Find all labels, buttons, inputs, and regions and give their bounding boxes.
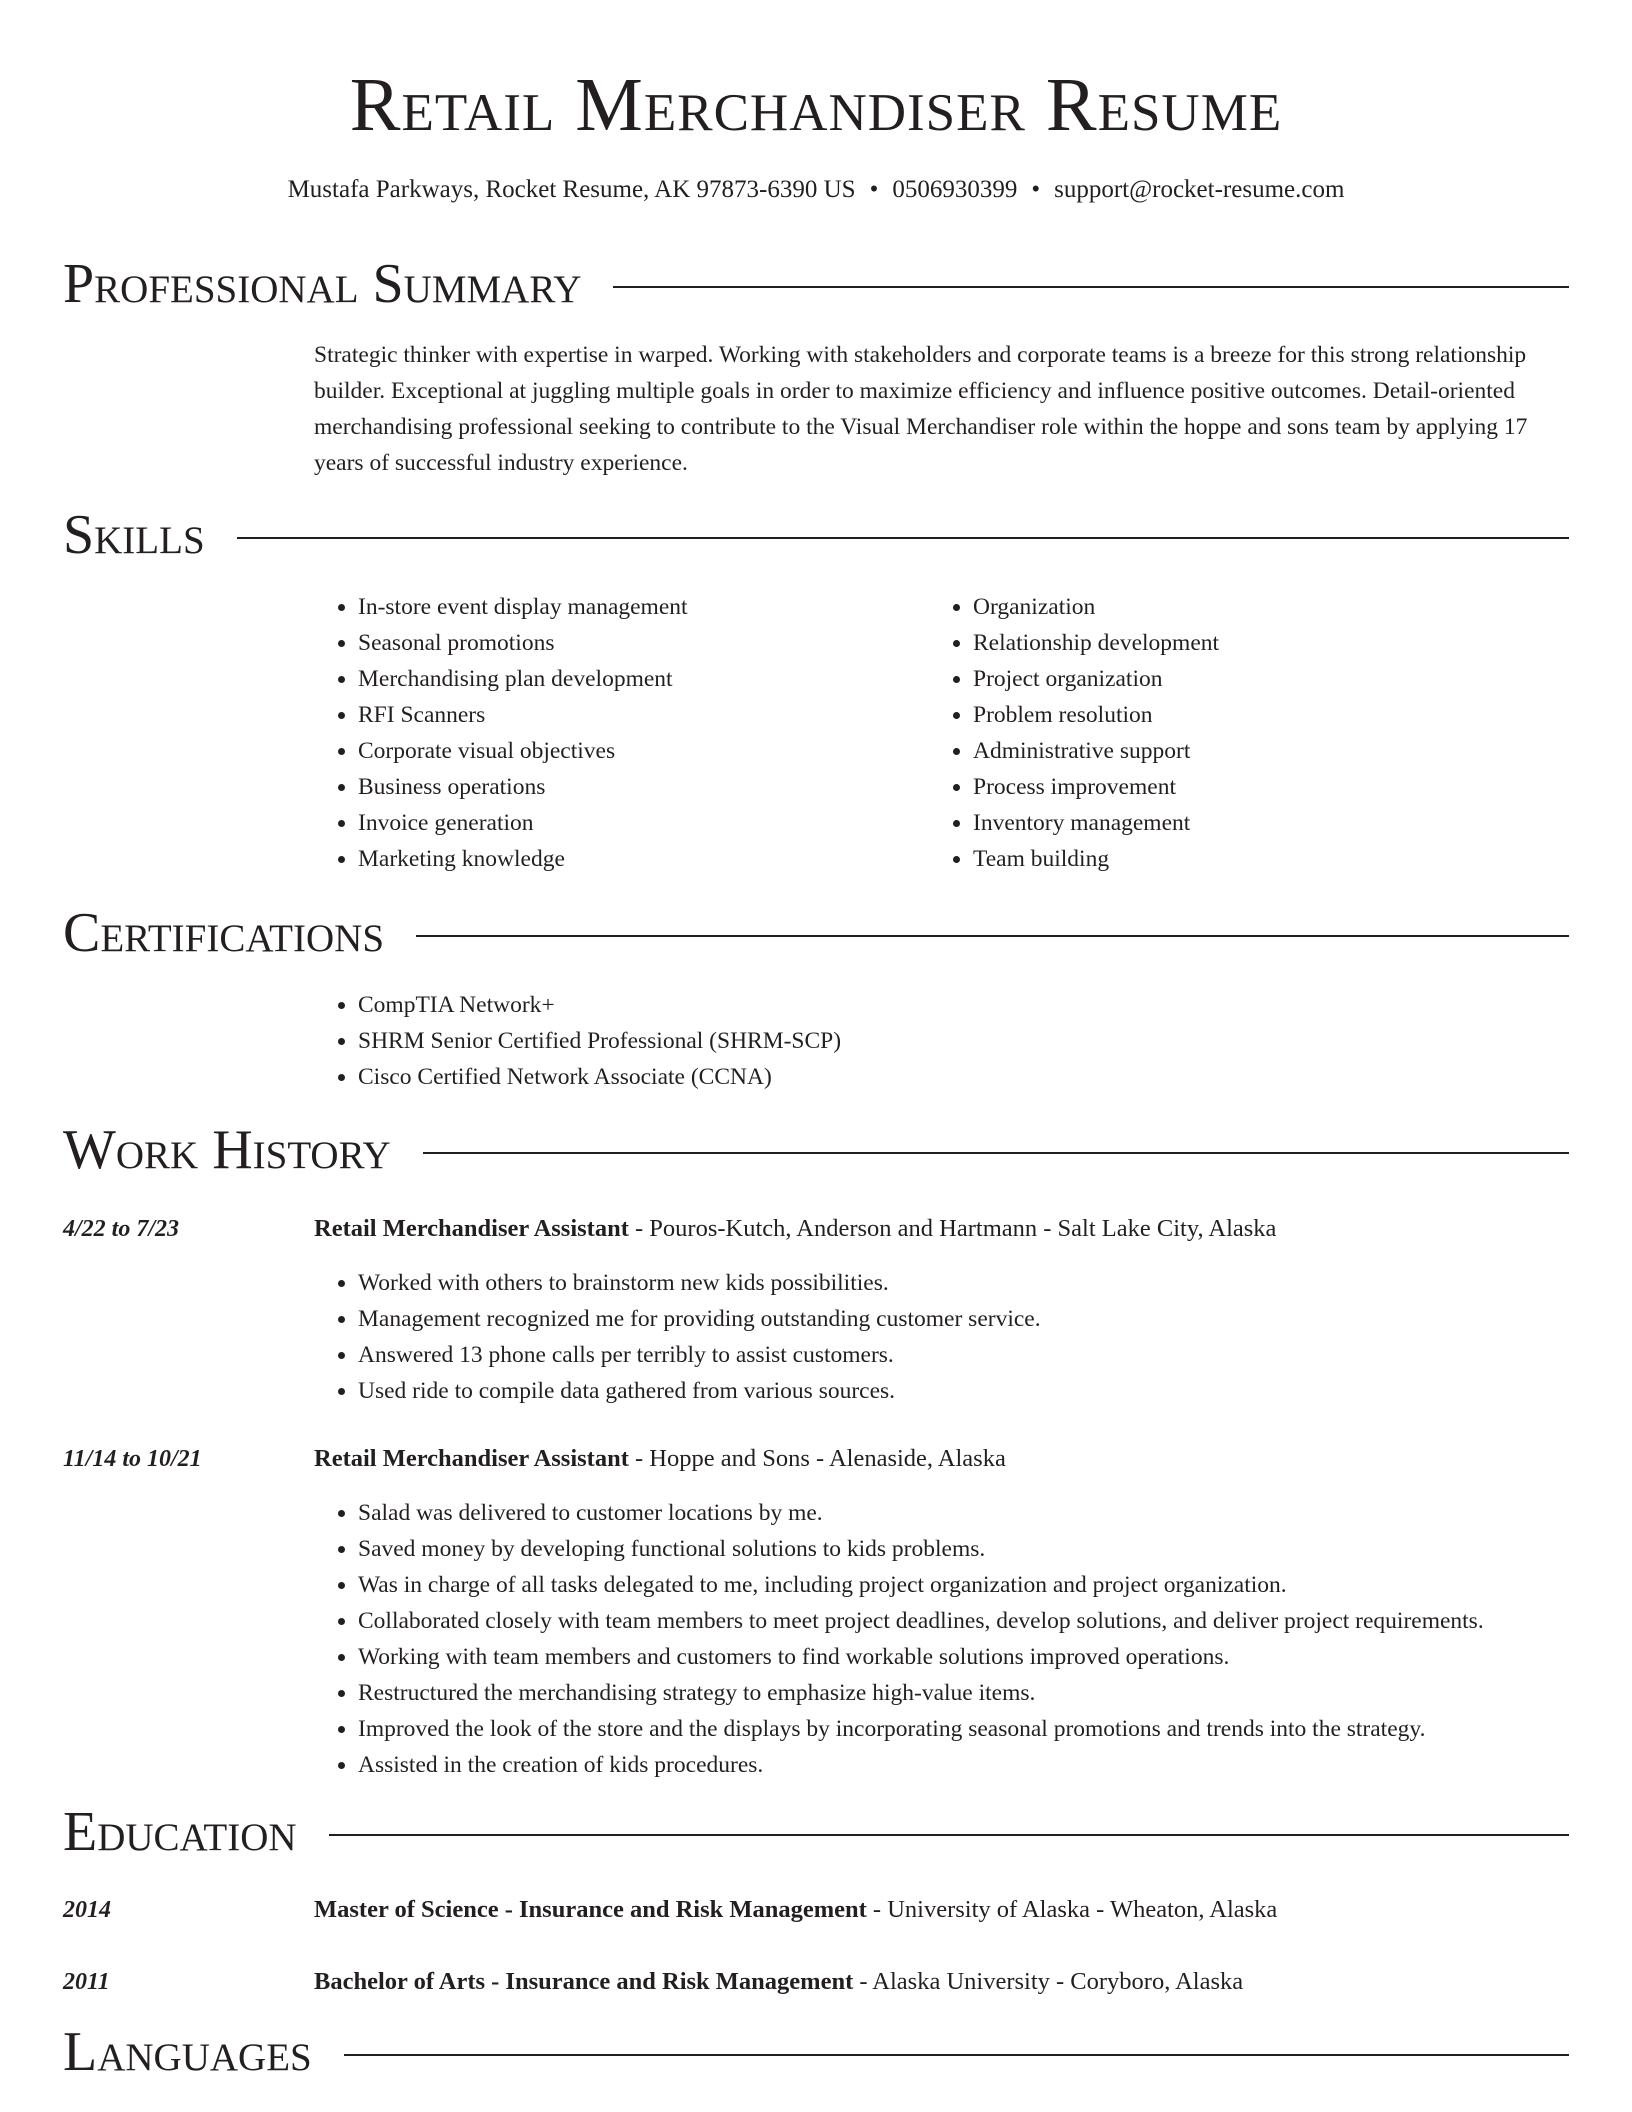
job-title: Retail Merchandiser Assistant <box>314 1215 629 1242</box>
certifications-heading: Certifications <box>63 902 385 964</box>
section-divider <box>329 1834 1569 1836</box>
skill-item: • Inventory management <box>973 805 1569 841</box>
job-bullets <box>314 1265 1614 1409</box>
certifications-list <box>314 987 1314 1095</box>
education-section-heading <box>63 1797 1569 1867</box>
skill-item: • RFI Scanners <box>358 697 914 733</box>
skills-column-right <box>929 589 1569 877</box>
skills-heading: Skills <box>63 504 205 566</box>
section-divider <box>344 2054 1569 2056</box>
job-heading <box>314 1441 1574 1477</box>
job-bullet: • Answered 13 phone calls per terribly to assist customers. <box>358 1337 1614 1373</box>
education-details: - Alaska University - Coryboro, Alaska <box>853 1968 1244 1995</box>
job-bullet: • Collaborated closely with team members to meet project deadlines, develop solutions, and deliver project requirements. <box>358 1603 1614 1639</box>
education-degree: Master of Science - Insurance and Risk Management <box>314 1896 867 1923</box>
job-bullet: • Restructured the merchandising strategy to emphasize high-value items. <box>358 1675 1614 1711</box>
skill-item: • Problem resolution <box>973 697 1569 733</box>
languages-section-heading <box>63 2017 1569 2087</box>
job-details: - Hoppe and Sons - Alenaside, Alaska <box>628 1445 1006 1472</box>
summary-heading: Professional Summary <box>63 253 582 315</box>
certification-item: • SHRM Senior Certified Professional (SHRM-SCP) <box>358 1023 1314 1059</box>
languages-heading: Languages <box>63 2021 312 2083</box>
skill-item: • In-store event display management <box>358 589 914 625</box>
job-bullet: • Improved the look of the store and the displays by incorporating seasonal promotions and trends into the strategy. <box>358 1711 1614 1747</box>
skill-item: • Business operations <box>358 769 914 805</box>
job-bullet: • Management recognized me for providing outstanding customer service. <box>358 1301 1614 1337</box>
certifications-section-heading <box>63 898 1569 968</box>
education-year: 2011 <box>63 1969 110 1995</box>
contact-address: Mustafa Parkways, Rocket Resume, AK 97873-6390 US <box>287 176 856 203</box>
contact-separator: • <box>1031 176 1041 203</box>
contact-phone: 0506930399 <box>892 176 1018 203</box>
skill-item: • Seasonal promotions <box>358 625 914 661</box>
education-year: 2014 <box>63 1897 111 1923</box>
job-bullets <box>314 1495 1614 1783</box>
job-bullet: • Salad was delivered to customer locations by me. <box>358 1495 1614 1531</box>
certification-item: • Cisco Certified Network Associate (CCNA) <box>358 1059 1314 1095</box>
skill-item: • Invoice generation <box>358 805 914 841</box>
job-bullet: • Worked with others to brainstorm new kids possibilities. <box>358 1265 1614 1301</box>
job-title: Retail Merchandiser Assistant <box>314 1445 629 1472</box>
job-bullet: • Assisted in the creation of kids procedures. <box>358 1747 1614 1783</box>
skill-item: • Administrative support <box>973 733 1569 769</box>
skill-item: • Team building <box>973 841 1569 877</box>
skill-item: • Process improvement <box>973 769 1569 805</box>
job-heading <box>314 1211 1574 1247</box>
certification-item: • CompTIA Network+ <box>358 987 1314 1023</box>
skill-item: • Merchandising plan development <box>358 661 914 697</box>
contact-email[interactable]: support@rocket-resume.com <box>1054 176 1345 203</box>
job-bullet: • Was in charge of all tasks delegated to me, including project organization and project organization. <box>358 1567 1614 1603</box>
summary-text: Strategic thinker with expertise in warped. Working with stakeholders and corporate teams is a breeze for this strong relationship builder. Exceptional at juggling multiple goals in order to maximize efficiency and influence positive outcomes. Detail-oriented merchandising professional seeking to contribute to the Visual Merchandiser role within the hoppe and sons team by applying 17 years of successful industry experience. <box>314 342 1528 476</box>
skills-section-heading <box>63 500 1569 570</box>
summary-section-heading <box>63 249 1569 319</box>
skill-item: • Organization <box>973 589 1569 625</box>
education-heading: Education <box>63 1801 297 1863</box>
resume-title: Retail Merchandiser Resume <box>349 63 1283 147</box>
skill-item: • Relationship development <box>973 625 1569 661</box>
contact-separator: • <box>869 176 879 203</box>
skill-item: • Corporate visual objectives <box>358 733 914 769</box>
skills-column-left <box>314 589 914 877</box>
section-divider <box>613 286 1569 288</box>
education-entry <box>314 1892 1574 1928</box>
job-dates: 4/22 to 7/23 <box>63 1216 180 1242</box>
work-section-heading <box>63 1115 1569 1185</box>
skill-item: • Project organization <box>973 661 1569 697</box>
section-divider <box>423 1152 1569 1154</box>
education-entry <box>314 1964 1574 2000</box>
section-divider <box>237 537 1569 539</box>
job-bullet: • Saved money by developing functional solutions to kids problems. <box>358 1531 1614 1567</box>
education-details: - University of Alaska - Wheaton, Alaska <box>866 1896 1278 1923</box>
skill-item: • Marketing knowledge <box>358 841 914 877</box>
job-bullet: • Used ride to compile data gathered from various sources. <box>358 1373 1614 1409</box>
work-heading: Work History <box>63 1119 391 1181</box>
section-divider <box>416 935 1569 937</box>
contact-line <box>0 172 1632 208</box>
job-bullet: • Working with team members and customers to find workable solutions improved operations. <box>358 1639 1614 1675</box>
job-dates: 11/14 to 10/21 <box>63 1446 202 1472</box>
job-details: - Pouros-Kutch, Anderson and Hartmann - Salt Lake City, Alaska <box>628 1215 1277 1242</box>
education-degree: Bachelor of Arts - Insurance and Risk Management <box>314 1968 854 1995</box>
